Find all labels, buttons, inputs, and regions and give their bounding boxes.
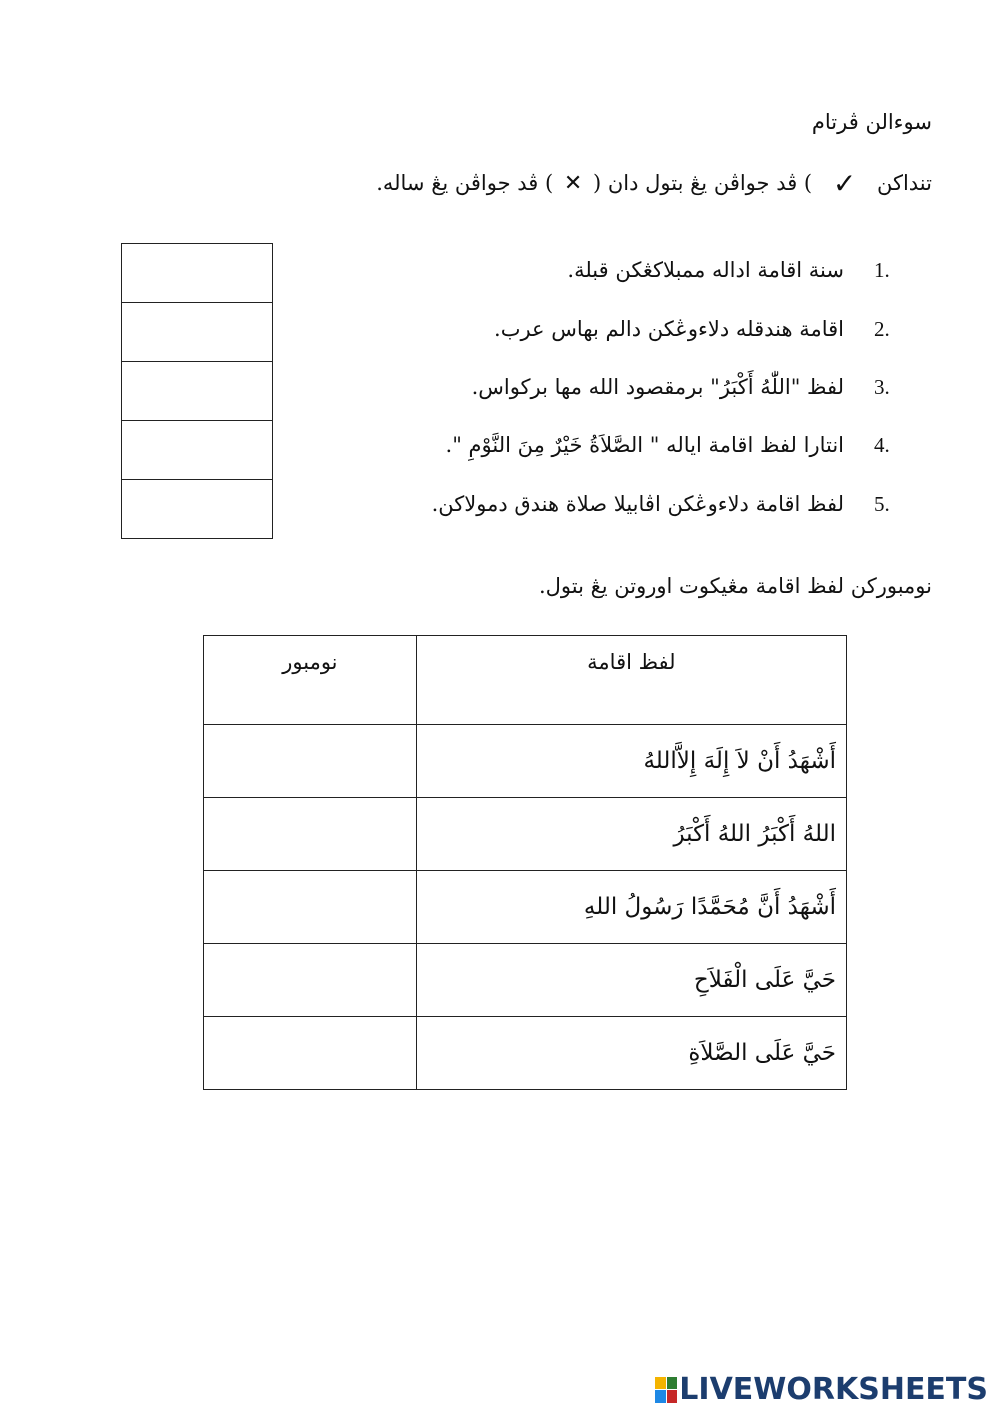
question-item [308, 375, 908, 400]
number-answer-cell[interactable] [204, 944, 417, 1017]
lafaz-text: أَشْهَدُ أَنَّ مُحَمَّدًا رَسُولُ اللهِ [416, 871, 846, 944]
ordering-table [203, 635, 847, 1090]
lafaz-text: حَيَّ عَلَى الصَّلاَةِ [416, 1017, 846, 1090]
lafaz-text: حَيَّ عَلَى الْفَلاَحِ [416, 944, 846, 1017]
logo-text: LIVEWORKSHEETS [679, 1372, 988, 1407]
question-number: 5. [874, 492, 890, 516]
question-item [308, 317, 908, 342]
lafaz-text: اللهُ أَكْبَرُ اللهُ أَكْبَرُ [416, 798, 846, 871]
answer-box-4[interactable] [122, 421, 272, 480]
header-number: نومبور [204, 636, 417, 725]
question-number: 1. [874, 258, 890, 282]
answer-box-2[interactable] [122, 303, 272, 362]
cross-icon: ✕ [563, 171, 583, 196]
question-item [308, 492, 908, 517]
number-answer-cell[interactable] [204, 798, 417, 871]
header-lafaz: لفظ اقامة [416, 636, 846, 725]
question-number: 3. [874, 375, 890, 399]
page-title: سوءالن ڤرتام [811, 110, 932, 134]
table-row [204, 798, 847, 871]
question-text: سنة اقامة اداله ممبلاكڠكن قبلة. [567, 258, 844, 282]
question-item [308, 433, 908, 458]
answer-box-column [121, 243, 273, 539]
question-text: لفظ "اللّٰهُ أَكْبَرُ" برمقصود الله مها بركواس. [471, 375, 844, 399]
question-text: انتارا لفظ اقامة اياله " الصَّلاَةُ خَيْرٌ مِنَ النَّوْمِ ". [445, 433, 844, 457]
lafaz-text: أَشْهَدُ أَنْ لاَ إِلَهَ إِلاَّاللهُ [416, 725, 846, 798]
liveworksheets-logo [655, 1372, 988, 1407]
instruction-part3: ) ڤد جواڤن يڠ ساله. [376, 171, 554, 195]
logo-mark-icon [655, 1377, 677, 1403]
instruction-line [376, 167, 932, 200]
number-answer-cell[interactable] [204, 871, 417, 944]
answer-box-1[interactable] [122, 244, 272, 303]
section-instruction: نومبوركن لفظ اقامة مڠيكوت اوروتن يڠ بتول. [538, 574, 932, 598]
answer-box-3[interactable] [122, 362, 272, 421]
question-item [308, 258, 908, 283]
table-row [204, 944, 847, 1017]
check-icon: ✓ [832, 167, 857, 200]
question-number: 4. [874, 433, 890, 457]
answer-box-5[interactable] [122, 480, 272, 538]
question-text: لفظ اقامة دلاءوڠكن اڤابيلا صلاة هندق دمولاكن. [431, 492, 844, 516]
question-number: 2. [874, 317, 890, 341]
table-row [204, 871, 847, 944]
number-answer-cell[interactable] [204, 1017, 417, 1090]
instruction-part1: تنداكن [876, 171, 932, 195]
number-answer-cell[interactable] [204, 725, 417, 798]
table-row [204, 725, 847, 798]
instruction-part2: ) ڤد جواڤن يڠ بتول دان ( [593, 171, 813, 195]
question-text: اقامة هندقله دلاءوڠكن دالم بهاس عرب. [494, 317, 844, 341]
table-row [204, 1017, 847, 1090]
table-header-row [204, 636, 847, 725]
